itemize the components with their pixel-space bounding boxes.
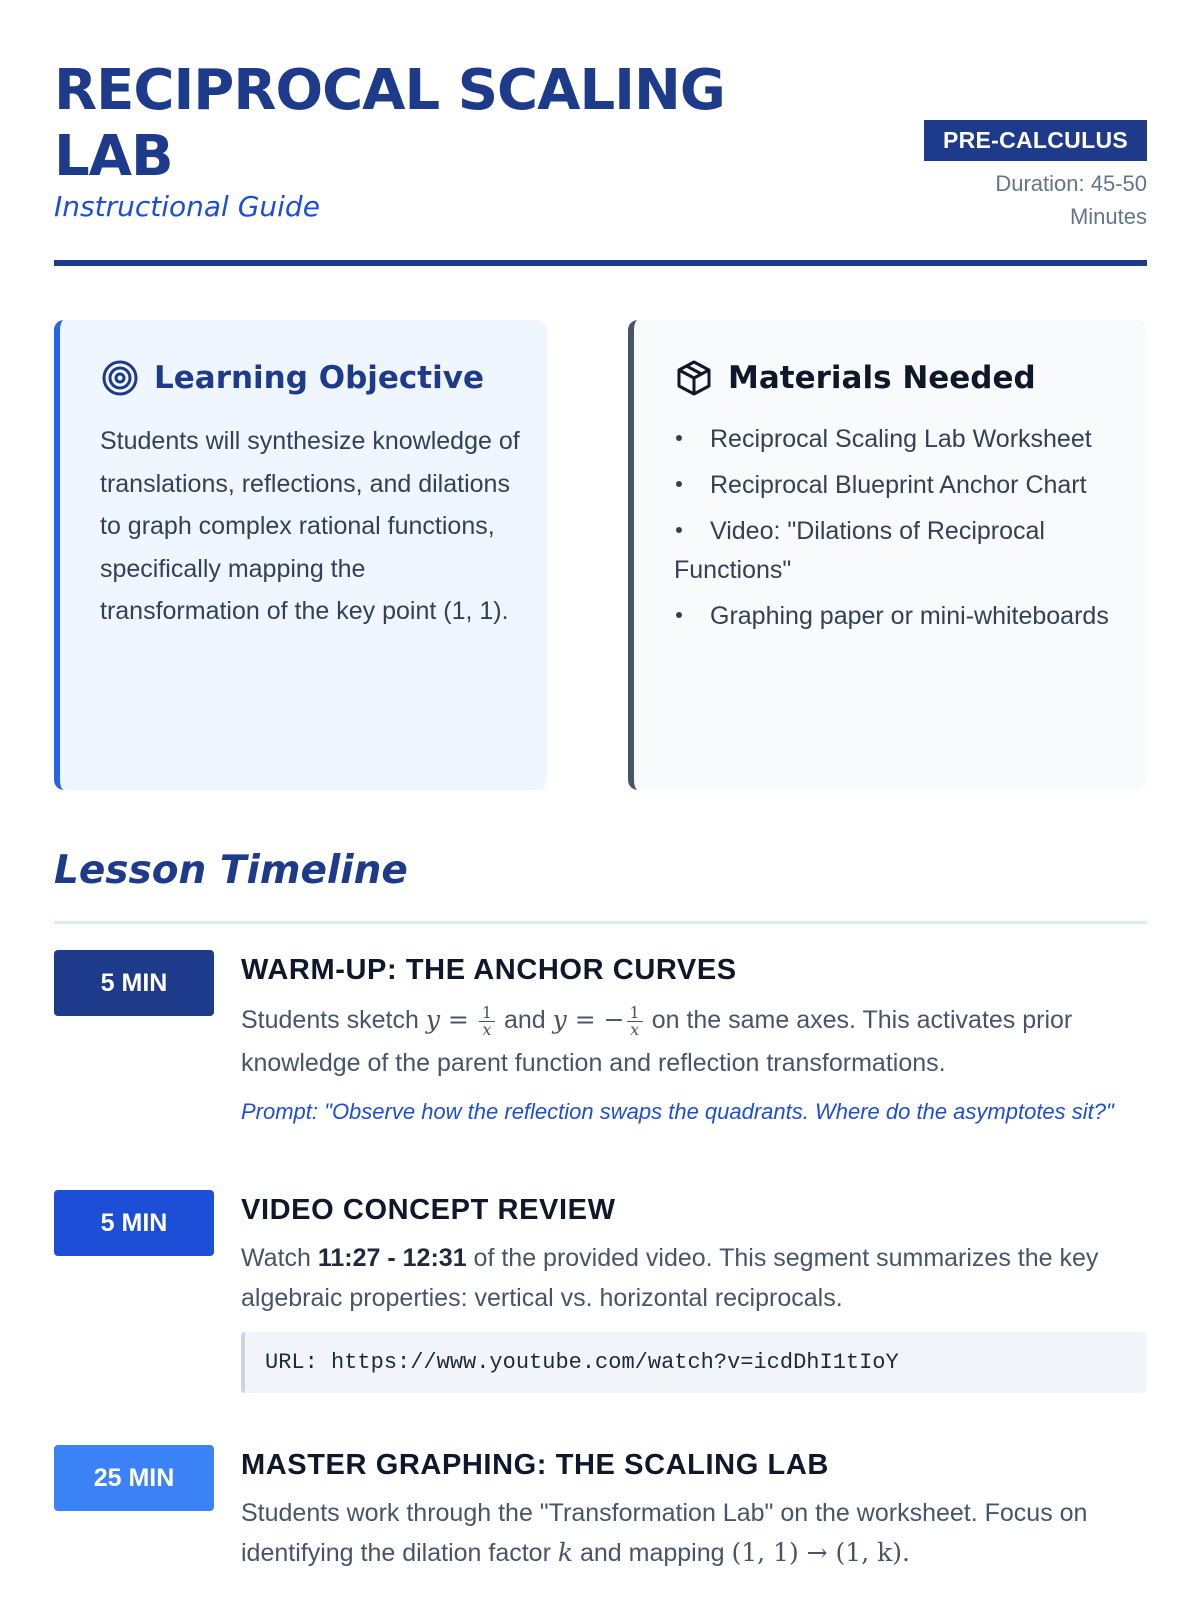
duration-badge: 25 MIN	[54, 1445, 214, 1511]
list-item: Video: "Dilations of Reciprocal Functions"	[674, 512, 1114, 590]
math-expression: y = − $\frac{1}{x}$	[553, 1005, 645, 1034]
timeline-content	[241, 1445, 1147, 1573]
list-item: Reciprocal Scaling Lab Worksheet	[674, 420, 1114, 459]
timeline-item-text: Watch 11:27 - 12:31 of the provided video. This segment summarizes the key algebraic properties: vertical vs. horizontal reciprocals.	[241, 1244, 1099, 1312]
list-item: Reciprocal Blueprint Anchor Chart	[674, 466, 1114, 505]
timeline-item-title: MASTER GRAPHING: THE SCALING LAB	[241, 1449, 829, 1481]
duration-badge: 5 MIN	[54, 1190, 214, 1256]
timeline-prompt: Prompt: "Observe how the reflection swaps the quadrants. Where do the asymptotes sit?"	[241, 1099, 1114, 1124]
target-icon	[100, 358, 140, 398]
timeline-item-text: Students work through the "Transformation Lab" on the worksheet. Focus on identifying the dilation factor k and mapping (1, 1) → (1, k).	[241, 1499, 1088, 1567]
timeline-divider	[54, 921, 1147, 924]
timeline-item-text: Students sketch y = $\frac{1}{x}$ and y = − $\frac{1}{x}$ on the same axes. This activates prior knowledge of the parent function and reflection transformations.	[241, 1003, 1073, 1077]
materials-card	[628, 320, 1147, 790]
timeline-item-title: WARM-UP: THE ANCHOR CURVES	[241, 954, 737, 986]
header	[54, 58, 1147, 268]
bullet-icon	[674, 512, 710, 551]
learning-objective-title: Learning Objective	[154, 360, 484, 396]
duration-badge: 5 MIN	[54, 950, 214, 1016]
package-icon	[674, 358, 714, 398]
timeline-title: Lesson Timeline	[54, 848, 408, 893]
math-expression: (1, 1) → (1, k).	[731, 1538, 910, 1567]
timeline-content	[241, 950, 1147, 1129]
learning-objective-card	[54, 320, 547, 790]
learning-objective-header	[100, 358, 484, 398]
math-expression: k	[557, 1538, 574, 1567]
list-item: Graphing paper or mini-whiteboards	[674, 597, 1114, 636]
timeline-content	[241, 1190, 1147, 1393]
duration-label: Duration: 45-50 Minutes	[995, 171, 1147, 229]
timeline-item-title: VIDEO CONCEPT REVIEW	[241, 1194, 616, 1226]
video-url[interactable]: URL: https://www.youtube.com/watch?v=icdDhI1tIoY	[241, 1332, 1147, 1393]
math-expression: y = $\frac{1}{x}$	[426, 1005, 497, 1034]
header-divider	[54, 260, 1147, 266]
materials-list	[674, 420, 1114, 643]
bullet-icon	[674, 466, 710, 505]
subject-badge: PRE-CALCULUS	[924, 120, 1147, 161]
materials-title: Materials Needed	[728, 360, 1036, 396]
bullet-icon	[674, 597, 710, 636]
materials-header	[674, 358, 1036, 398]
learning-objective-text: Students will synthesize knowledge of translations, reflections, and dilations to graph complex rational functions, specifically mapping the transformation of the key point (1, 1).	[100, 427, 520, 625]
bullet-icon	[674, 420, 710, 459]
info-cards	[54, 320, 1147, 800]
lesson-guide-page	[54, 58, 1147, 1567]
page-title: RECIPROCAL SCALING LAB	[54, 58, 725, 189]
page-subtitle: Instructional Guide	[54, 190, 320, 223]
